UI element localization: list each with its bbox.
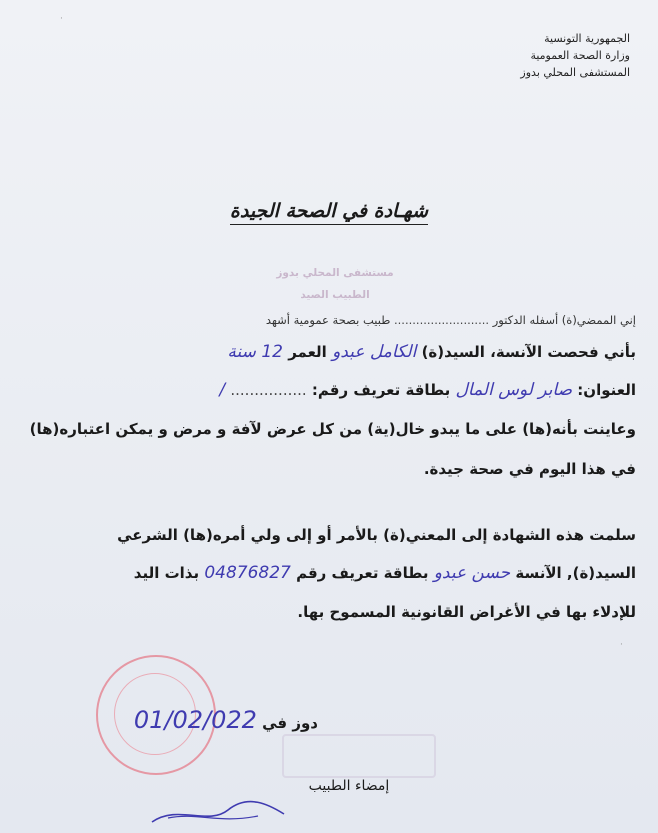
signature-scribble — [148, 800, 288, 828]
letterhead-ministry: وزارة الصحة العمومية — [530, 49, 630, 62]
patient-age-handwritten: 12 سنة — [227, 342, 283, 362]
intro-line: إني الممضي(ة) أسفله الدكتور .......................... طبيب بصحة عمومية أشهد — [265, 313, 636, 327]
letterhead-hospital: المستشفى المحلي بدوز — [520, 66, 630, 79]
scan-mark: · — [60, 14, 63, 24]
date-line: دوز في 01/02/022 — [133, 706, 318, 734]
body-line-1: وعاينت بأنه(ها) على ما يبدو خال(ية) من كل عرض لآفة و مرض و يمكن اعتباره(ها) — [29, 420, 636, 438]
doctor-stamp — [282, 734, 436, 778]
faint-stamp-text: مستشفى المحلي بدوز الطبيب الصيد — [276, 267, 394, 301]
letterhead-republic: الجمهورية التونسية — [544, 32, 630, 45]
address-line: العنوان: صابر لوس المال بطاقة تعريف رقم: ................ / — [219, 380, 636, 400]
recipient-handwritten: حسن عبدو — [433, 563, 511, 583]
recipient-id-handwritten: 04876827 — [204, 563, 291, 583]
body-line-2: في هذا اليوم في صحة جيدة. — [423, 460, 636, 478]
certificate-title: شهـادة في الصحة الجيدة — [0, 200, 658, 222]
handover-line-2: السيد(ة), الآنسة حسن عبدو بطاقة تعريف رقم 04876827 بذات اليد — [133, 563, 636, 583]
date-handwritten: 01/02/022 — [133, 706, 257, 734]
handover-line-1: سلمت هذه الشهادة إلى المعني(ة) بالأمر أو إلى ولي أمره(ها) الشرعي — [117, 526, 636, 544]
examined-line: بأني فحصت الآنسة، السيد(ة) الكامل عبدو العمر 12 سنة — [227, 342, 636, 362]
address-handwritten: صابر لوس المال — [455, 380, 573, 400]
patient-name-handwritten: الكامل عبدو — [332, 342, 417, 362]
letterhead — [520, 30, 630, 81]
handover-line-3: للإدلاء بها في الأغراض القانونية المسموح بها. — [297, 603, 636, 621]
id-number-handwritten: / — [219, 380, 226, 400]
signature-label: إمضاء الطبيب — [308, 778, 390, 794]
scan-mark: · — [620, 640, 623, 650]
